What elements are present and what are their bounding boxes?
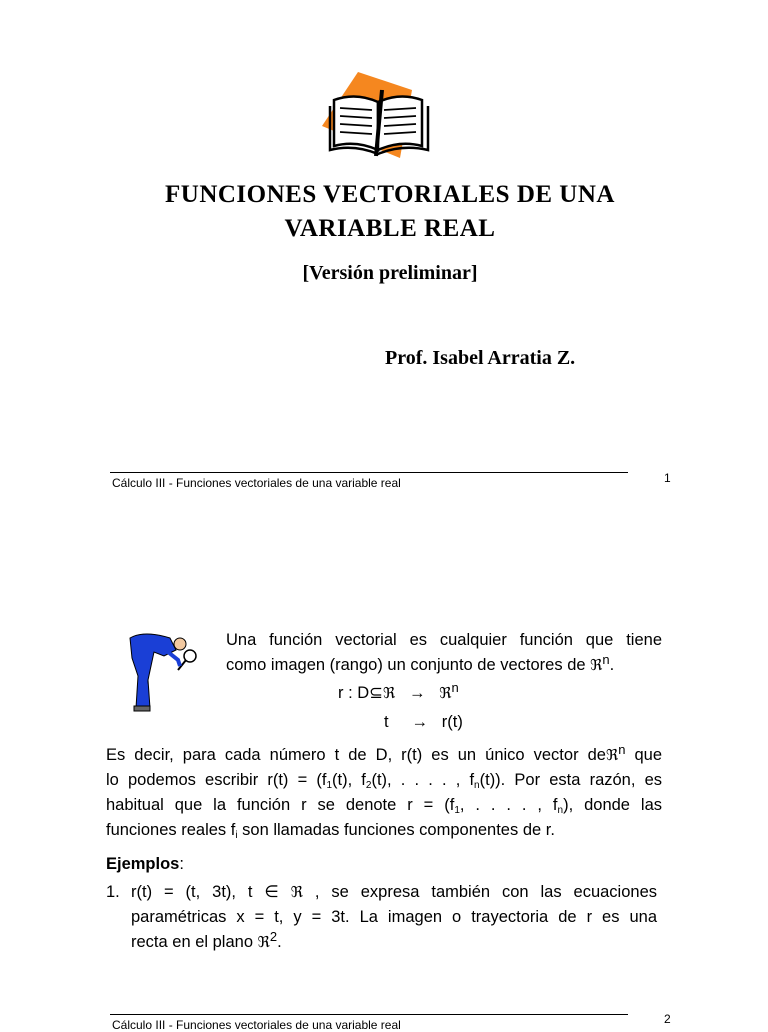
example-1-line-2: paramétricas x = t, y = 3t. La imagen o trayectoria de r es una <box>131 908 657 926</box>
author-name: Prof. Isabel Arratia Z. <box>385 347 576 369</box>
examples-heading: Ejemplos: <box>106 855 184 873</box>
footer-divider-2 <box>110 1014 628 1015</box>
definition-line-1: Es decir, para cada número t de D, r(t) es un único vector deℜ$^n$ que <box>106 742 662 764</box>
open-book-icon <box>320 70 440 162</box>
definition-line-3: habitual que la función r se denote $r = (f_1$, . . . . , $f_n$), donde las <box>106 796 662 816</box>
example-1-line-1: r(t) = (t, 3t), t ∈ ℜ , se expresa también con las ecuaciones <box>131 883 657 901</box>
mapping-line-1: r : D⊆ℜ → ℜ$^n$ <box>338 680 459 702</box>
page-number-2: 2 <box>664 1012 671 1026</box>
definition-line-2: lo podemos escribir $r(t) = (f_1(t)$, $f_2(t)$, . . . . , $f_n(t)$). Por esta razón, es <box>106 771 663 791</box>
example-1-number: 1. <box>106 883 120 901</box>
detective-figure-icon <box>124 630 204 720</box>
page-number: 1 <box>664 471 671 485</box>
intro-line-2: como imagen (rango) un conjunto de vectores de ℜ$^n$. <box>226 652 615 674</box>
intro-line-1: Una función vectorial es cualquier función que tiene <box>226 631 662 649</box>
footer-divider <box>110 472 628 473</box>
page-footer: Cálculo III - Funciones vectoriales de una variable real <box>112 476 401 490</box>
document-subtitle: [Versión preliminar] <box>302 262 478 284</box>
real-numbers-symbol: ℜ <box>590 656 603 674</box>
example-1-line-3: recta en el plano ℜ$^2$. <box>131 929 282 951</box>
intro-paragraph <box>226 628 662 678</box>
definition-paragraph <box>106 743 662 843</box>
title-line-2: VARIABLE REAL <box>284 215 496 242</box>
page-footer-2: Cálculo III - Funciones vectoriales de una variable real <box>112 1018 401 1032</box>
example-1 <box>131 880 657 955</box>
title-line-1: FUNCIONES VECTORIALES DE UNA <box>165 181 615 208</box>
document-title <box>100 178 680 246</box>
mapping-line-2: t → r(t) <box>384 713 463 731</box>
definition-line-4: funciones reales $f_i$ son llamadas funciones componentes de r. <box>106 821 555 841</box>
